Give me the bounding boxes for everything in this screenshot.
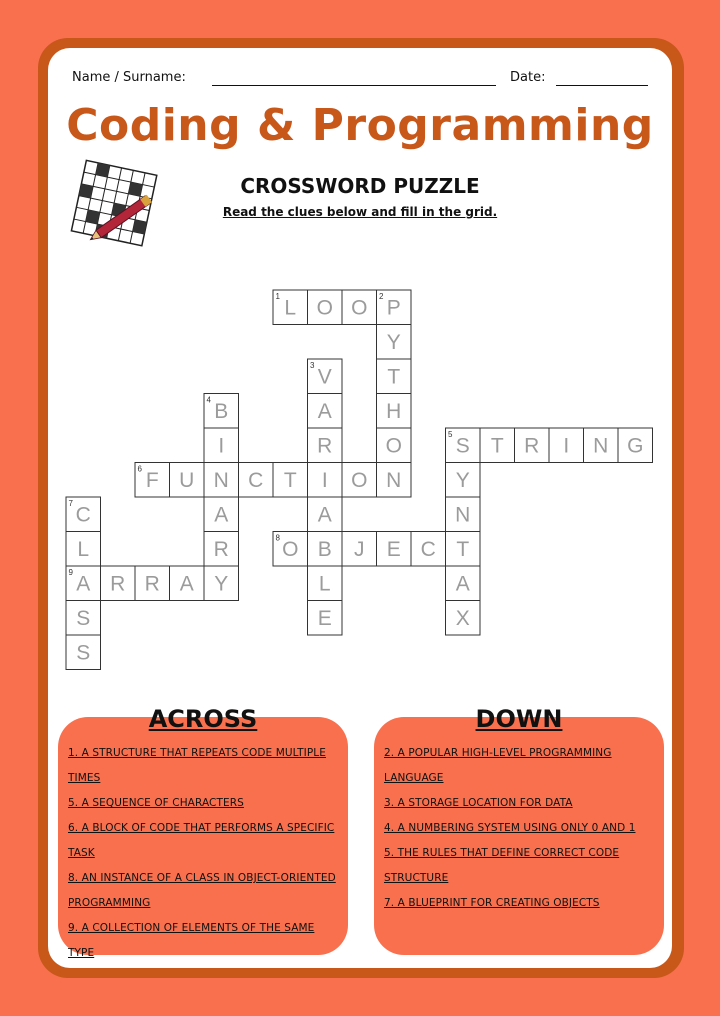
cell-letter: Y	[214, 572, 229, 596]
clue-number: 2	[379, 292, 384, 301]
cell-letter: N	[386, 468, 402, 492]
cell-letter: F	[145, 468, 159, 492]
cell-letter: T	[387, 365, 401, 389]
cell-letter: R	[144, 572, 160, 596]
cell-letter: O	[282, 537, 299, 561]
cell-letter: A	[214, 503, 229, 527]
cell-letter: B	[317, 537, 332, 561]
clue-number: 5	[448, 430, 453, 439]
cell-letter: I	[563, 434, 570, 458]
cell-letter: T	[490, 434, 504, 458]
down-clue: 2. A POPULAR HIGH-LEVEL PROGRAMMING LANGUAGE	[384, 747, 612, 784]
date-label: Date:	[510, 70, 546, 85]
cell-letter: R	[213, 537, 229, 561]
clue-number: 7	[68, 499, 73, 508]
puzzle-instructions: Read the clues below and fill in the grid.	[222, 205, 498, 219]
cell-letter: C	[420, 537, 436, 561]
cell-letter: S	[76, 641, 91, 665]
cell-letter: C	[75, 503, 91, 527]
down-clue: 4. A NUMBERING SYSTEM USING ONLY 0 AND 1	[384, 822, 636, 834]
cell-letter: O	[351, 296, 368, 320]
cell-letter: A	[179, 572, 194, 596]
cell-letter: V	[317, 365, 332, 389]
cell-letter: I	[321, 468, 328, 492]
across-title: ACROSS	[148, 705, 258, 733]
cell-letter: H	[386, 399, 402, 423]
cell-letter: E	[317, 606, 332, 630]
cell-letter: L	[77, 537, 90, 561]
cell-letter: A	[455, 572, 470, 596]
across-clue: 5. A SEQUENCE OF CHARACTERS	[68, 797, 244, 809]
across-panel	[58, 705, 348, 959]
across-clue: 9. A COLLECTION OF ELEMENTS OF THE SAME TYPE	[68, 922, 315, 959]
cell-letter: E	[386, 537, 401, 561]
clue-number: 6	[137, 464, 142, 474]
cell-letter: O	[316, 296, 333, 320]
clue-number: 1	[275, 292, 280, 301]
across-clue: 1. A STRUCTURE THAT REPEATS CODE MULTIPLE TIMES	[68, 747, 326, 784]
cell-letter: T	[456, 537, 470, 561]
cell-letter: B	[214, 399, 229, 423]
cell-letter: P	[386, 296, 401, 320]
cell-letter: S	[455, 434, 470, 458]
cell-letter: C	[248, 468, 264, 492]
cell-letter: O	[385, 434, 402, 458]
cell-letter: R	[110, 572, 126, 596]
cell-letter: N	[455, 503, 471, 527]
cell-letter: I	[218, 434, 225, 458]
clue-number: 3	[310, 361, 315, 370]
cell-letter: Y	[455, 468, 470, 492]
cell-letter: N	[213, 468, 229, 492]
cell-letter: N	[593, 434, 609, 458]
cell-letter: X	[455, 606, 470, 630]
cell-letter: G	[627, 434, 644, 458]
cell-letter: Y	[386, 330, 401, 354]
clue-number: 4	[206, 395, 211, 405]
cell-letter: J	[354, 537, 365, 561]
across-clue-list	[68, 741, 338, 966]
cell-letter: U	[179, 468, 195, 492]
down-panel	[374, 705, 664, 955]
across-clue: 6. A BLOCK OF CODE THAT PERFORMS A SPECIFIC TASK	[68, 822, 335, 859]
cell-letter: S	[76, 606, 91, 630]
name-label: Name / Surname:	[72, 70, 186, 85]
cell-letter: R	[524, 434, 540, 458]
cell-letter: A	[76, 572, 91, 596]
cell-letter: T	[283, 468, 297, 492]
page-title: Coding & Programming	[66, 100, 654, 151]
cell-letter: L	[318, 572, 331, 596]
puzzle-subtitle: CROSSWORD PUZZLE	[240, 174, 480, 198]
cell-letter: R	[317, 434, 333, 458]
clue-number: 9	[68, 568, 73, 577]
down-clue: 7. A BLUEPRINT FOR CREATING OBJECTS	[384, 897, 600, 909]
cell-letter: L	[284, 296, 297, 320]
down-title: DOWN	[475, 705, 563, 733]
clue-number: 8	[275, 533, 280, 543]
cell-letter: A	[317, 503, 332, 527]
down-clue: 3. A STORAGE LOCATION FOR DATA	[384, 797, 573, 809]
down-clue: 5. THE RULES THAT DEFINE CORRECT CODE STRUCTURE	[384, 847, 620, 884]
down-clue-list	[384, 741, 654, 916]
across-clue: 8. AN INSTANCE OF A CLASS IN OBJECT-ORIENTED PROGRAMMING	[68, 872, 336, 909]
cell-letter: O	[351, 468, 368, 492]
cell-letter: A	[317, 399, 332, 423]
